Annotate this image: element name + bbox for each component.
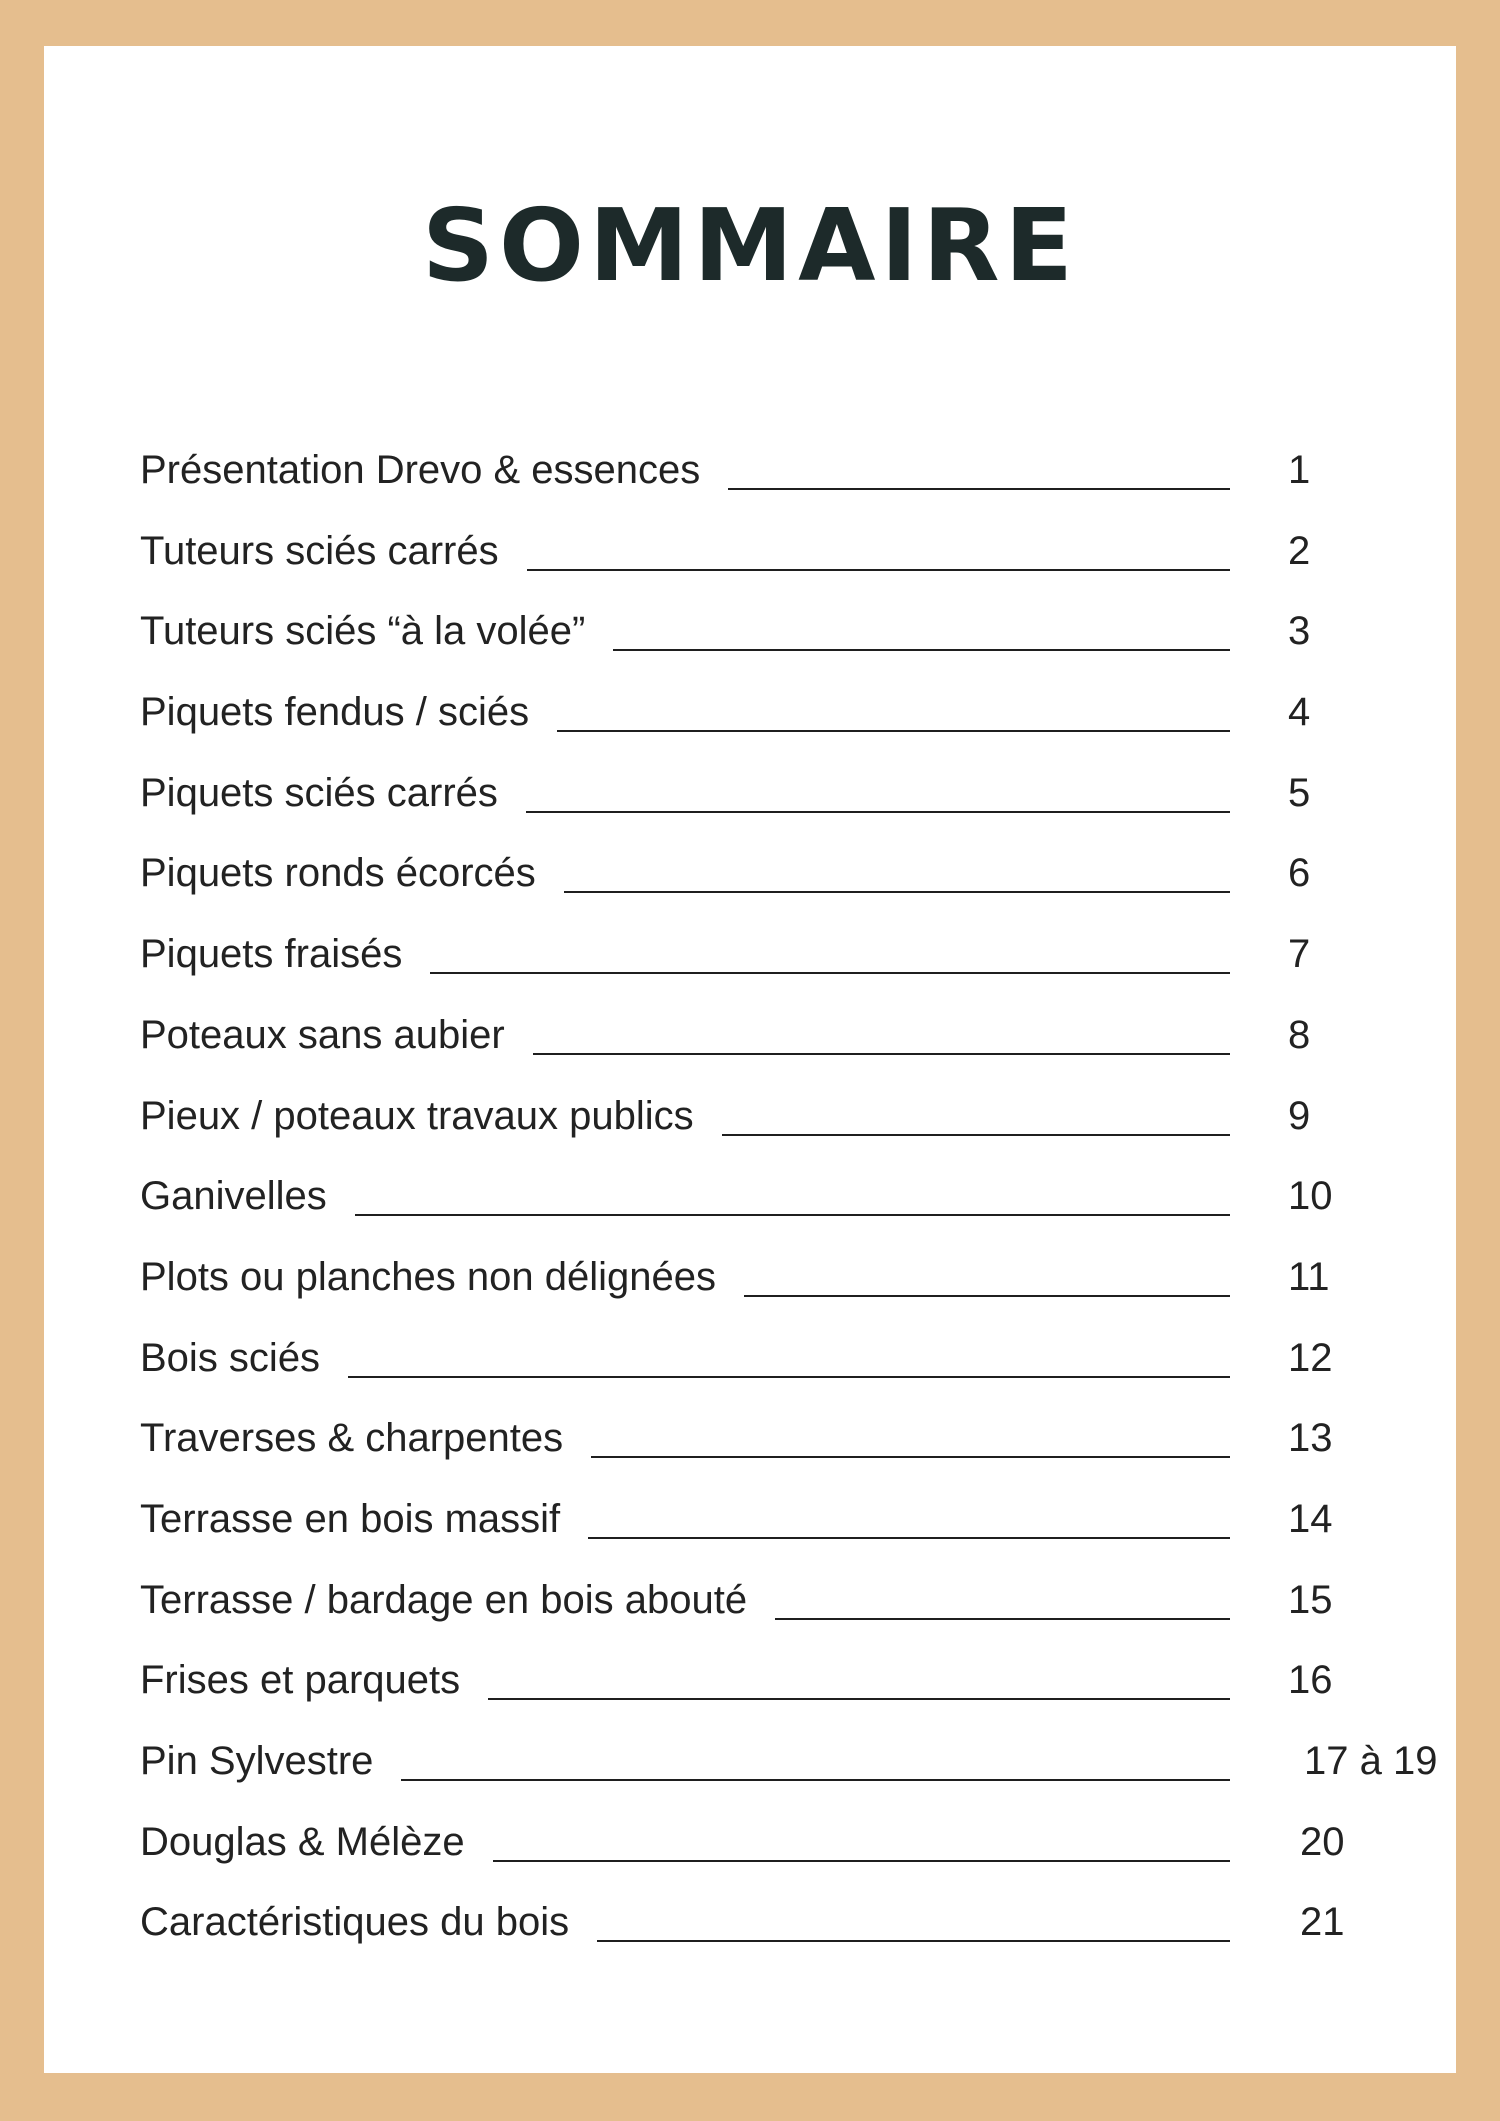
toc-leader-line: [722, 1134, 1230, 1136]
toc-entry-label: Présentation Drevo & essences: [140, 448, 701, 492]
toc-entry[interactable]: [140, 1166, 1460, 1247]
toc-entry[interactable]: [140, 1005, 1460, 1086]
toc-leader-line: [775, 1618, 1230, 1620]
toc-entry[interactable]: [140, 440, 1460, 521]
toc-entry-page-number: 13: [1288, 1416, 1333, 1461]
toc-leader-line: [744, 1295, 1230, 1297]
toc-leader-line: [527, 569, 1230, 571]
toc-entry-label: Terrasse / bardage en bois abouté: [140, 1577, 748, 1622]
toc-entry[interactable]: [140, 1650, 1460, 1731]
toc-entry[interactable]: [140, 601, 1460, 682]
toc-leader-line: [557, 730, 1230, 732]
toc-entry-label: Pin Sylvestre: [140, 1739, 374, 1783]
toc-entry-label: Piquets ronds écorcés: [140, 851, 536, 896]
toc-entry-page-number: 21: [1300, 1900, 1345, 1945]
toc-entry[interactable]: [140, 521, 1460, 602]
toc-entry-page-number: 14: [1288, 1496, 1333, 1541]
toc-entry-page-number: 8: [1288, 1012, 1311, 1057]
toc-entry-page-number: 6: [1288, 851, 1311, 896]
toc-entry[interactable]: [140, 1086, 1460, 1167]
document-page: [44, 46, 1456, 2073]
toc-entry[interactable]: [140, 1570, 1460, 1651]
toc-entry-page-number: 4: [1288, 690, 1311, 735]
toc-entry-label: Piquets sciés carrés: [140, 770, 498, 815]
toc-entry[interactable]: [140, 1489, 1460, 1570]
toc-entry-label: Traverses & charpentes: [140, 1416, 564, 1461]
toc-leader-line: [401, 1779, 1230, 1781]
toc-entry-label: Tuteurs sciés carrés: [140, 528, 499, 573]
toc-entry[interactable]: [140, 763, 1460, 844]
toc-entry[interactable]: [140, 843, 1460, 924]
toc-entry-page-number: 1: [1288, 448, 1311, 492]
toc-entry-label: Ganivelles: [140, 1174, 327, 1219]
toc-leader-line: [728, 488, 1230, 490]
toc-entry[interactable]: [140, 1731, 1460, 1812]
page-title: SOMMAIRE: [422, 187, 1078, 304]
toc-entry[interactable]: [140, 1247, 1460, 1328]
toc-entry-page-number: 7: [1288, 932, 1311, 977]
toc-entry-page-number: 11: [1288, 1254, 1330, 1299]
toc-entry-label: Caractéristiques du bois: [140, 1900, 570, 1945]
toc-leader-line: [526, 811, 1230, 813]
toc-entry-label: Piquets fraisés: [140, 932, 403, 977]
toc-entry[interactable]: [140, 1328, 1460, 1409]
toc-entry-label: Pieux / poteaux travaux publics: [140, 1093, 694, 1138]
toc-entry-label: Poteaux sans aubier: [140, 1012, 505, 1057]
toc-leader-line: [588, 1537, 1230, 1539]
toc-entry-label: Douglas & Mélèze: [140, 1819, 465, 1864]
toc-entry-label: Piquets fendus / sciés: [140, 690, 530, 735]
toc-entry-page-number: 3: [1288, 609, 1311, 654]
toc-entry[interactable]: [140, 924, 1460, 1005]
toc-entry-label: Bois sciés: [140, 1335, 321, 1380]
table-of-contents: [140, 440, 1460, 1973]
toc-entry-page-number: 10: [1288, 1174, 1333, 1219]
toc-entry-label: Terrasse en bois massif: [140, 1496, 561, 1541]
toc-leader-line: [591, 1456, 1230, 1458]
toc-leader-line: [355, 1214, 1230, 1216]
toc-entry-page-number: 16: [1288, 1658, 1333, 1703]
toc-entry[interactable]: [140, 1812, 1460, 1893]
toc-leader-line: [488, 1698, 1230, 1700]
toc-entry-page-number: 17 à 19: [1304, 1739, 1438, 1783]
toc-entry-page-number: 5: [1288, 770, 1311, 815]
toc-entry-page-number: 9: [1288, 1093, 1311, 1138]
toc-entry[interactable]: [140, 1408, 1460, 1489]
toc-entry-page-number: 12: [1288, 1335, 1333, 1380]
toc-entry-label: Frises et parquets: [140, 1658, 461, 1703]
toc-leader-line: [533, 1053, 1230, 1055]
toc-entry-page-number: 15: [1288, 1577, 1333, 1622]
toc-leader-line: [493, 1860, 1230, 1862]
toc-entry-label: Plots ou planches non délignées: [140, 1254, 716, 1299]
toc-entry-label: Tuteurs sciés “à la volée”: [140, 609, 586, 654]
toc-entry-page-number: 2: [1288, 528, 1311, 573]
toc-entry[interactable]: [140, 682, 1460, 763]
toc-leader-line: [613, 649, 1230, 651]
toc-leader-line: [564, 891, 1230, 893]
toc-leader-line: [597, 1940, 1230, 1942]
toc-entry[interactable]: [140, 1892, 1460, 1973]
toc-entry-page-number: 20: [1300, 1819, 1345, 1864]
toc-leader-line: [348, 1376, 1230, 1378]
toc-leader-line: [430, 972, 1230, 974]
